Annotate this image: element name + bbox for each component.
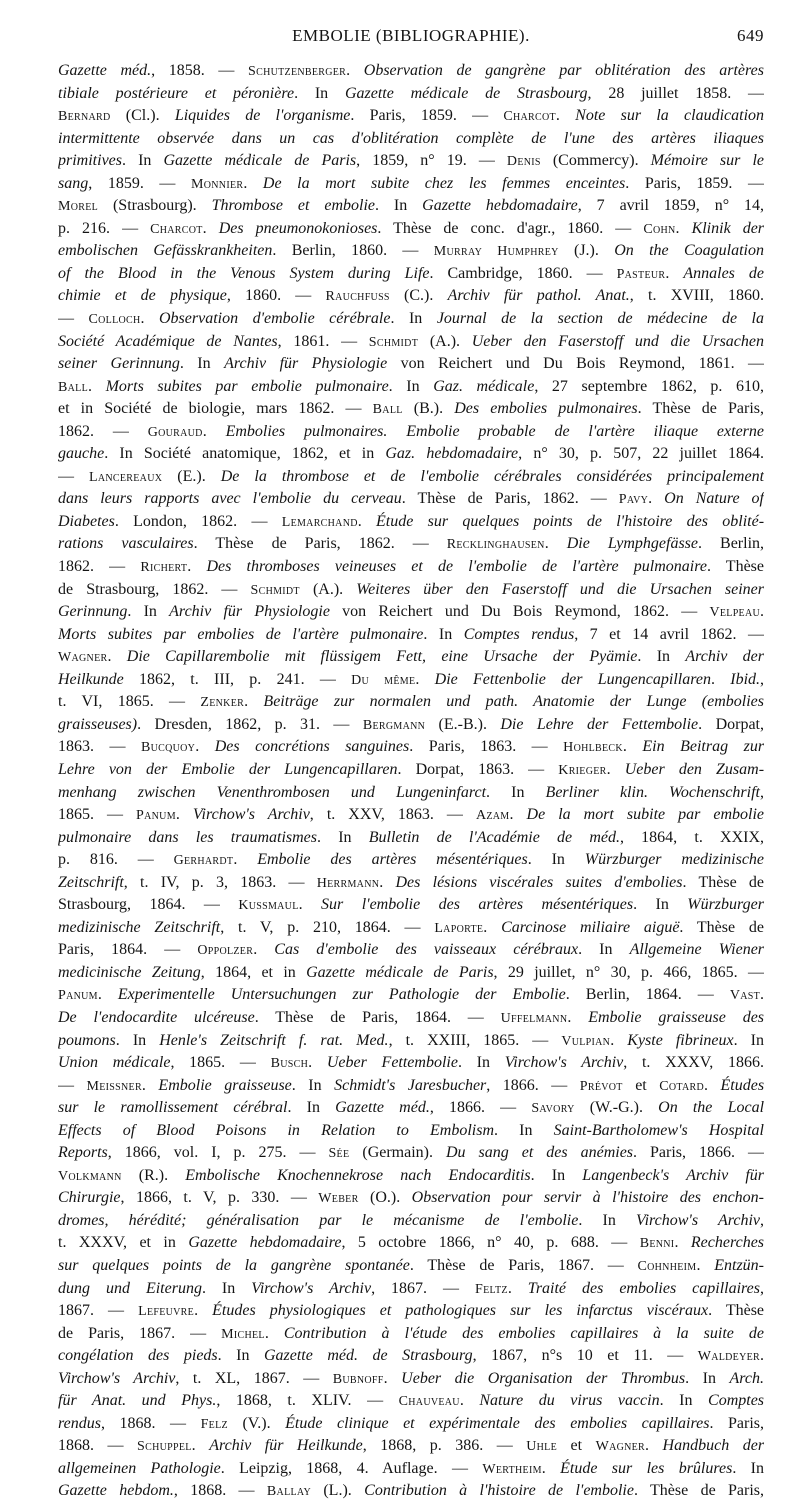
text-line: Morel (Strasbourg). Thrombose et embolie. In Gazette hebdomadaire, 7 avril 1859, n° 14,: [58, 197, 764, 215]
text-line: — Lancereaux (E.). De la thrombose et de l'embolie cérébrales considérées principalement: [58, 467, 764, 485]
text-line: Lehre von der Embolie der Lungencapillaren. Dorpat, 1863. — Krieger. Ueber den Zusam-: [58, 760, 764, 778]
text-line: Volkmann (R.). Embolische Knochennekrose nach Endocarditis. In Langenbeck's Archiv für: [58, 1166, 764, 1184]
text-line: Panum. Experimentelle Untersuchungen zur Pathologie der Embolie. Berlin, 1864. — Vast.: [58, 986, 764, 1004]
text-line: de Strasbourg, 1862. — Schmidt (A.). Weiteres über den Faserstoff und die Ursachen seiner: [58, 580, 764, 598]
text-line: Wagner. Die Capillarembolie mit flüssigem Fett, eine Ursache der Pyämie. In Archiv der: [58, 648, 764, 666]
text-line: 1862. — Gouraud. Embolies pulmonaires. Embolie probable de l'artère iliaque externe: [58, 422, 764, 440]
text-line: Virchow's Archiv, t. XL, 1867. — Bubnoff. Ueber die Organisation der Thrombus. In Arch.: [58, 1369, 764, 1387]
text-line: Gazette hebdom., 1868. — Ballay (L.). Contribution à l'histoire de l'embolie. Thèse de Paris,: [58, 1482, 764, 1500]
text-line: Effects of Blood Poisons in Relation to Embolism. In Saint-Bartholomew's Hospital: [58, 1121, 764, 1139]
text-line: tibiale postérieure et péronière. In Gazette médicale de Strasbourg, 28 juillet 1858. —: [58, 84, 764, 102]
text-line: t. XXXV, et in Gazette hebdomadaire, 5 octobre 1866, n° 40, p. 688. — Benni. Recherches: [58, 1234, 764, 1252]
text-line: sur quelques points de la gangrène spontanée. Thèse de Paris, 1867. — Cohnheim. Entzün-: [58, 1256, 764, 1274]
text-line: p. 816. — Gerhardt. Embolie des artères mésentériques. In Würzburger medizinische: [58, 851, 764, 869]
text-line: dung und Eiterung. In Virchow's Archiv, 1867. — Feltz. Traité des embolies capillaires,: [58, 1279, 764, 1297]
running-title: EMBOLIE (BIBLIOGRAPHIE).: [292, 26, 530, 45]
text-line: congélation des pieds. In Gazette méd. de Strasbourg, 1867, n°s 10 et 11. — Waldeyer.: [58, 1347, 764, 1365]
text-line: de Paris, 1867. — Michel. Contribution à l'étude des embolies capillaires à la suite de: [58, 1324, 764, 1342]
text-line: rations vasculaires. Thèse de Paris, 1862. — Recklinghausen. Die Lymphgefässe. Berlin,: [58, 535, 764, 553]
text-line: für Anat. und Phys., 1868, t. XLIV. — Chauveau. Nature du virus vaccin. In Comptes: [58, 1392, 764, 1410]
text-line: 1868. — Schuppel. Archiv für Heilkunde, 1868, p. 386. — Uhle et Wagner. Handbuch der: [58, 1437, 764, 1455]
text-line: embolischen Gefässkrankheiten. Berlin, 1860. — Murray Humphrey (J.). On the Coagulation: [58, 242, 764, 260]
bibliography-text: [58, 60, 764, 1503]
text-line: Gazette méd., 1858. — Schutzenberger. Observation de gangrène par oblitération des artères: [58, 62, 764, 79]
page-number: 649: [737, 26, 764, 45]
text-line: medicinische Zeitung, 1864, et in Gazette médicale de Paris, 29 juillet, n° 30, p. 466, 1865. —: [58, 963, 764, 981]
text-line: — Colloch. Observation d'embolie cérébrale. In Journal de la section de médecine de la: [58, 310, 764, 328]
text-line: Heilkunde 1862, t. III, p. 241. — Du même. Die Fettenbolie der Lungencapillaren. Ibid.,: [58, 670, 764, 688]
text-line: pulmonaire dans les traumatismes. In Bulletin de l'Académie de méd., 1864, t. XXIX,: [58, 828, 764, 846]
text-line: Chirurgie, 1866, t. V, p. 330. — Weber (O.). Observation pour servir à l'histoire des enchon-: [58, 1189, 764, 1207]
text-line: 1865. — Panum. Virchow's Archiv, t. XXV, 1863. — Azam. De la mort subite par embolie: [58, 806, 764, 824]
text-line: p. 216. — Charcot. Des pneumonokonioses. Thèse de conc. d'agr., 1860. — Cohn. Klinik der: [58, 219, 764, 237]
text-line: sang, 1859. — Monnier. De la mort subite chez les femmes enceintes. Paris, 1859. —: [58, 174, 764, 192]
text-line: dans leurs rapports avec l'embolie du cerveau. Thèse de Paris, 1862. — Pavy. On Nature of: [58, 490, 764, 508]
text-line: Strasbourg, 1864. — Kussmaul. Sur l'embolie des artères mésentériques. In Würzburger: [58, 896, 764, 914]
text-line: menhang zwischen Venenthrombosen und Lungeninfarct. In Berliner klin. Wochenschrift,: [58, 783, 764, 801]
text-line: Bernard (Cl.). Liquides de l'organisme. Paris, 1859. — Charcot. Note sur la claudication: [58, 107, 764, 125]
text-line: — Meissner. Embolie graisseuse. In Schmidt's Jaresbucher, 1866. — Prévot et Cotard. Études: [58, 1076, 764, 1094]
text-line: rendus, 1868. — Felz (V.). Étude clinique et expérimentale des embolies capillaires. Paris,: [58, 1414, 764, 1432]
text-line: Gerinnung. In Archiv für Physiologie von Reichert und Du Bois Reymond, 1862. — Velpeau.: [58, 603, 764, 621]
text-line: Paris, 1864. — Oppolzer. Cas d'embolie des vaisseaux cérébraux. In Allgemeine Wiener: [58, 941, 764, 959]
text-line: sur le ramollissement cérébral. In Gazette méd., 1866. — Savory (W.-G.). On the Local: [58, 1099, 764, 1117]
text-line: Reports, 1866, vol. I, p. 275. — Sée (Germain). Du sang et des anémies. Paris, 1866. —: [58, 1144, 764, 1162]
text-line: Zeitschrift, t. IV, p. 3, 1863. — Herrmann. Des lésions viscérales suites d'embolies. Thèse de: [58, 873, 764, 891]
text-line: seiner Gerinnung. In Archiv für Physiologie von Reichert und Du Bois Reymond, 1861. —: [58, 355, 764, 373]
text-line: et in Société de biologie, mars 1862. — Ball (B.). Des embolies pulmonaires. Thèse de Paris,: [58, 400, 764, 418]
text-line: intermittente observée dans un cas d'oblitération complète de l'une des artères iliaques: [58, 129, 764, 147]
text-line: allgemeinen Pathologie. Leipzig, 1868, 4. Auflage. — Wertheim. Étude sur les brûlures. In: [58, 1459, 764, 1477]
text-line: Ball. Morts subites par embolie pulmonaire. In Gaz. médicale, 27 septembre 1862, p. 610,: [58, 377, 764, 395]
text-line: dromes, hérédité; généralisation par le mécanisme de l'embolie. In Virchow's Archiv,: [58, 1211, 764, 1229]
text-line: Diabetes. London, 1862. — Lemarchand. Étude sur quelques points de l'histoire des oblité-: [58, 512, 764, 530]
text-line: 1863. — Bucquoy. Des concrétions sanguines. Paris, 1863. — Hohlbeck. Ein Beitrag zur: [58, 738, 764, 756]
text-line: Morts subites par embolies de l'artère pulmonaire. In Comptes rendus, 7 et 14 avril 1862. —: [58, 625, 764, 643]
text-line: poumons. In Henle's Zeitschrift f. rat. Med., t. XXIII, 1865. — Vulpian. Kyste fibrineux. In: [58, 1031, 764, 1049]
text-line: chimie et de physique, 1860. — Rauchfuss (C.). Archiv für pathol. Anat., t. XVIII, 1860.: [58, 287, 764, 305]
text-line: 1867. — Lefeuvre. Études physiologiques et pathologiques sur les infarctus viscéraux. Thèse: [58, 1302, 764, 1320]
running-header: [58, 26, 764, 58]
text-line: De l'endocardite ulcéreuse. Thèse de Paris, 1864. — Uffelmann. Embolie graisseuse des: [58, 1008, 764, 1026]
text-line: primitives. In Gazette médicale de Paris, 1859, n° 19. — Denis (Commercy). Mémoire sur le: [58, 152, 764, 170]
text-line: of the Blood in the Venous System during Life. Cambridge, 1860. — Pasteur. Annales de: [58, 264, 764, 282]
text-line: graisseuses). Dresden, 1862, p. 31. — Bergmann (E.-B.). Die Lehre der Fettembolie. Dorpat,: [58, 715, 764, 733]
text-line: Union médicale, 1865. — Busch. Ueber Fettembolie. In Virchow's Archiv, t. XXXV, 1866.: [58, 1054, 764, 1072]
text-line: medizinische Zeitschrift, t. V, p. 210, 1864. — Laporte. Carcinose miliaire aiguë. Thèse de: [58, 918, 764, 936]
text-line: Société Académique de Nantes, 1861. — Schmidt (A.). Ueber den Faserstoff und die Ursachen: [58, 332, 764, 350]
text-line: gauche. In Société anatomique, 1862, et in Gaz. hebdomadaire, n° 30, p. 507, 22 juillet 1864.: [58, 445, 764, 463]
text-line: 1862. — Richert. Des thromboses veineuses et de l'embolie de l'artère pulmonaire. Thèse: [58, 558, 764, 576]
text-line: t. VI, 1865. — Zenker. Beiträge zur normalen und path. Anatomie der Lunge (embolies: [58, 693, 764, 711]
